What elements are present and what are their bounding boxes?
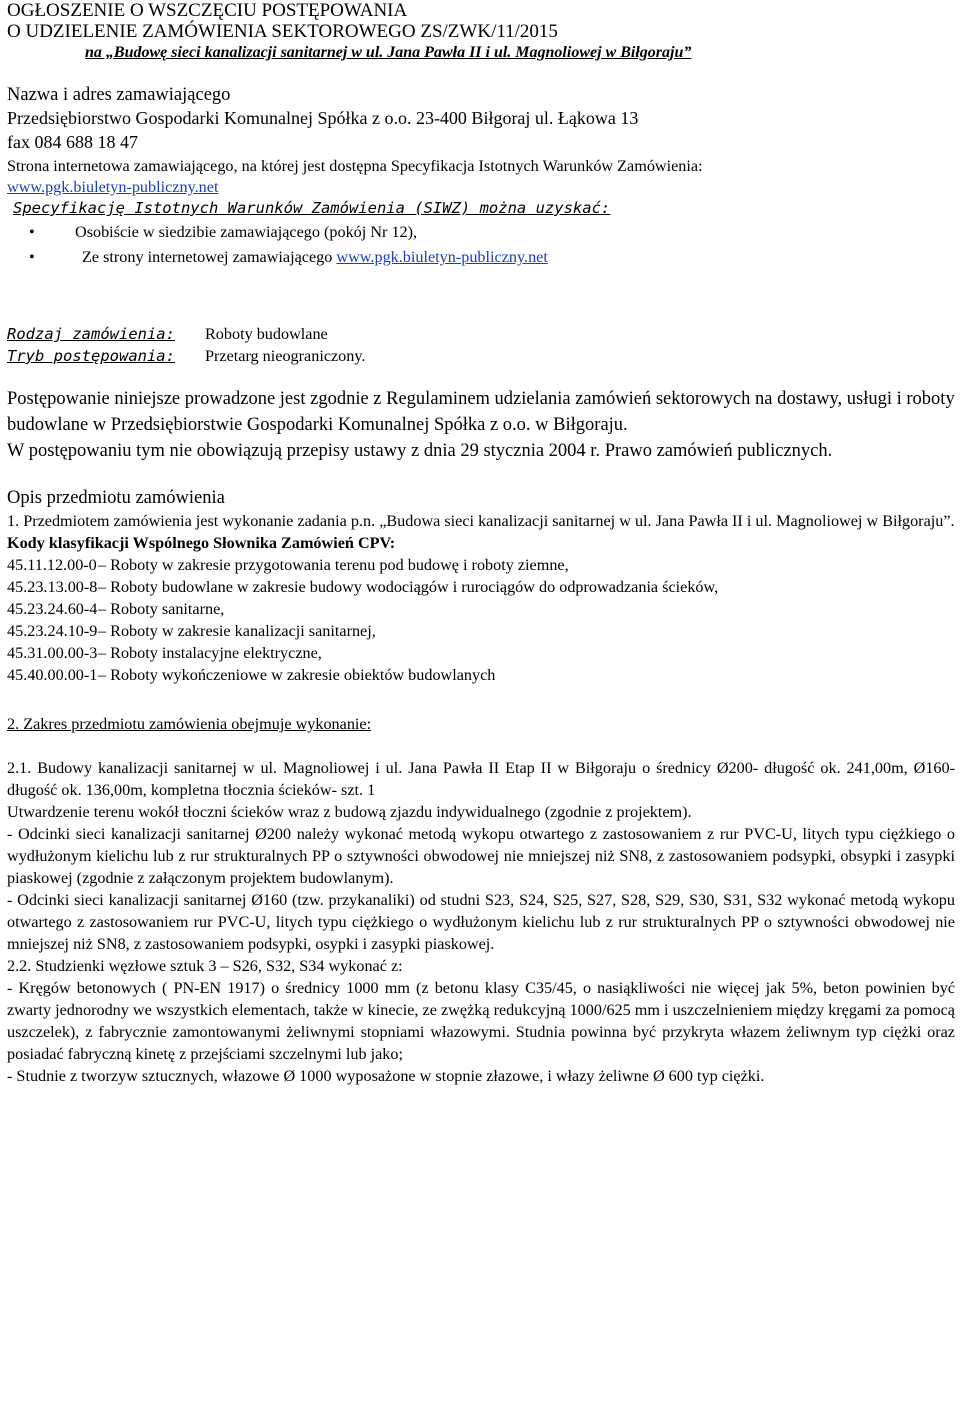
website-text: Strona internetowa zamawiającego, na której jest dostępna Specyfikacja Istotnych Warunków Zamówienia: — [7, 157, 703, 175]
contracting-fax: fax 084 688 18 47 — [7, 132, 138, 152]
document-page — [7, 0, 955, 1087]
header-line-2: O UDZIELENIE ZAMÓWIENIA SEKTOROWEGO ZS/ZWK/11/2015 — [7, 21, 558, 42]
scope-2-1-c: - Odcinki sieci kanalizacji sanitarnej Ø200 należy wykonać metodą wykopu otwartego z zastosowaniem z rur PVC-U, litych typu ciężkiego o wydłużonym kielichu lub z rur strukturalnych PP o sztywności obwodowej nie mniejszej niż SN8, z zastosowaniem podsypki, obsypki i zasypki piaskowej (zgodnie z załączonym projektem budowlanym). — [7, 825, 955, 887]
siwz-item — [7, 220, 955, 245]
order-mode-row — [7, 345, 955, 367]
scope-2-1-d: - Odcinki sieci kanalizacji sanitarnej Ø160 (tzw. przykanaliki) od studni S23, S24, S25, S27, S28, S29, S30, S31, S32 wykonać metodą wykopu otwartego z zastosowaniem rur PVC-U, litych typu ciężkiego o wydłużonym kielichu lub z rur strukturalnych PP o sztywności obwodowej nie mniejszej niż SN8, z zastosowaniem podsypki, osypki i zasypki piaskowej. — [7, 891, 955, 953]
siwz-item — [7, 245, 955, 270]
cpv-code: 45.23.24.60-4 — [7, 600, 98, 618]
cpv-row — [7, 554, 955, 576]
order-type-value: Roboty budowlane — [205, 325, 328, 343]
website-link[interactable]: www.pgk.biuletyn-publiczny.net — [7, 178, 219, 196]
scope-heading: 2. Zakres przedmiotu zamówienia obejmuje wykonanie: — [7, 715, 372, 733]
siwz-heading: Specyfikację Istotnych Warunków Zamówienia (SIWZ) można uzyskać: — [13, 199, 611, 217]
scope-2-2-b: - Studnie z tworzyw sztucznych, włazowe Ø 1000 wyposażone w stopnie złazowe, i włazy żeliwne Ø 600 typ ciężki. — [7, 1067, 765, 1085]
cpv-code: 45.23.13.00-8 — [7, 578, 98, 596]
cpv-desc: – Roboty instalacyjne elektryczne, — [98, 644, 322, 662]
siwz-list — [7, 220, 955, 270]
cpv-desc: – Roboty w zakresie kanalizacji sanitarnej, — [98, 622, 376, 640]
cpv-desc: – Roboty budowlane w zakresie budowy wodociągów i rurociągów do odprowadzania ścieków, — [98, 578, 719, 596]
intro-paragraph-1: Postępowanie niniejsze prowadzone jest zgodnie z Regulaminem udzielania zamówień sektorowych na dostawy, usługi i roboty budowlane w Przedsiębiorstwie Gospodarki Komunalnej Spółka z o.o. w Biłgoraju. — [7, 389, 955, 435]
bullet-icon: • — [29, 248, 35, 266]
intro-paragraph-2: W postępowaniu tym nie obowiązują przepisy ustawy z dnia 29 stycznia 2004 r. Prawo zamówień publicznych. — [7, 441, 833, 461]
cpv-heading: Kody klasyfikacji Wspólnego Słownika Zamówień CPV: — [7, 534, 396, 552]
siwz-item-link[interactable]: www.pgk.biuletyn-publiczny.net — [336, 248, 548, 266]
cpv-row — [7, 598, 955, 620]
order-type-label: Rodzaj zamówienia: — [7, 325, 175, 343]
siwz-item-text: Ze strony internetowej zamawiającego — [82, 248, 337, 266]
order-type-row — [7, 323, 955, 345]
cpv-list — [7, 554, 955, 686]
header-line-3: na „Budowę sieci kanalizacji sanitarnej w ul. Jana Pawła II i ul. Magnoliowej w Biłgoraju” — [85, 44, 692, 61]
contracting-name: Przedsiębiorstwo Gospodarki Komunalnej Spółka z o.o. 23-400 Biłgoraj ul. Łąkowa 13 — [7, 108, 639, 128]
order-mode-label: Tryb postępowania: — [7, 347, 175, 365]
cpv-code: 45.40.00.00-1 — [7, 666, 98, 684]
cpv-row — [7, 642, 955, 664]
cpv-desc: – Roboty sanitarne, — [98, 600, 225, 618]
cpv-code: 45.31.00.00-3 — [7, 644, 98, 662]
scope-2-1-b: Utwardzenie terenu wokół tłoczni ścieków wraz z budową zjazdu indywidualnego (zgodnie z projektem). — [7, 803, 692, 821]
cpv-desc: – Roboty w zakresie przygotowania terenu pod budowę i roboty ziemne, — [98, 556, 569, 574]
cpv-row — [7, 620, 955, 642]
cpv-code: 45.11.12.00-0 — [7, 556, 97, 574]
cpv-desc: – Roboty wykończeniowe w zakresie obiektów budowlanych — [98, 666, 496, 684]
bullet-icon: • — [29, 223, 35, 241]
scope-2-2: 2.2. Studzienki węzłowe sztuk 3 – S26, S32, S34 wykonać z: — [7, 957, 403, 975]
cpv-code: 45.23.24.10-9 — [7, 622, 98, 640]
cpv-row — [7, 664, 955, 686]
subject-point-1: 1. Przedmiotem zamówienia jest wykonanie zadania p.n. „Budowa sieci kanalizacji sanitarnej w ul. Jana Pawła II i ul. Magnoliowej w Biłgoraju”. — [7, 512, 955, 530]
siwz-item-text: Osobiście w siedzibie zamawiającego (pokój Nr 12), — [75, 223, 418, 241]
contracting-heading: Nazwa i adres zamawiającego — [7, 85, 231, 105]
order-mode-value: Przetarg nieograniczony. — [205, 347, 366, 365]
header-line-1: OGŁOSZENIE O WSZCZĘCIU POSTĘPOWANIA — [7, 0, 408, 21]
cpv-row — [7, 576, 955, 598]
scope-2-1: 2.1. Budowy kanalizacji sanitarnej w ul. Magnoliowej i ul. Jana Pawła II Etap II w Biłgoraju o średnicy Ø200- długość ok. 241,00m, Ø160- długość ok. 136,00m, kompletna tłocznia ścieków- szt. 1 — [7, 759, 955, 799]
subject-heading: Opis przedmiotu zamówienia — [7, 488, 225, 508]
scope-2-2-a: - Kręgów betonowych ( PN-EN 1917) o średnicy 1000 mm (z betonu klasy C35/45, o nasiąkliwości nie więcej jak 5%, beton powinien być zwarty jednorodny we wszystkich elementach, także w kinecie, ze zwężką redukcyjną 1000/625 mm i uszczelnieniem między kręgami za pomocą uszczelek), z fabrycznie zamontowanymi żeliwnymi stopniami włazowymi. Studnia powinna być przykryta włazem żeliwnym typ ciężki oraz posiadać fabryczną kinetę z przejściami szczelnymi lub jako; — [7, 979, 955, 1063]
